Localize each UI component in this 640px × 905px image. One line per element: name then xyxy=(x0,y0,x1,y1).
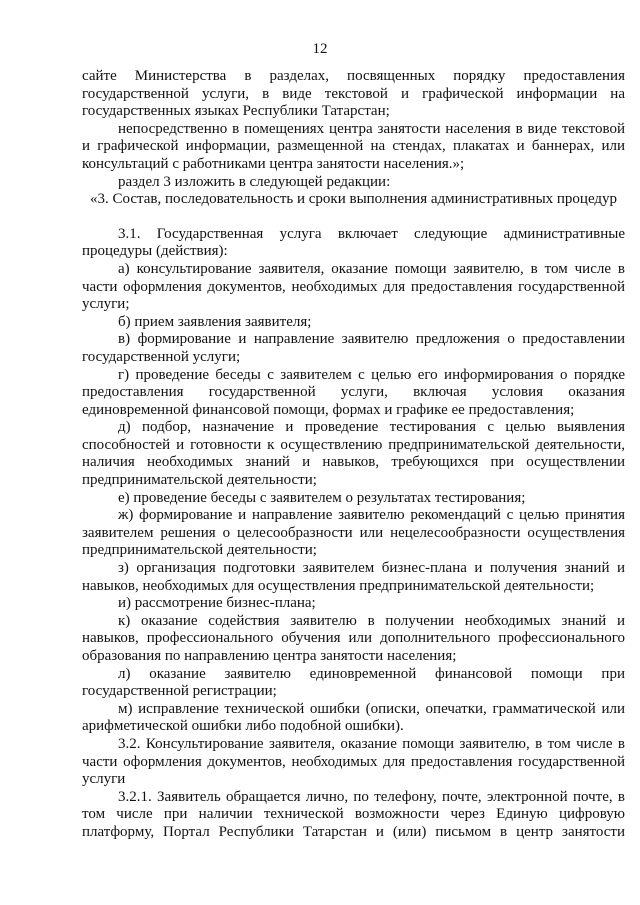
paragraph-section-3-intro: раздел 3 изложить в следующей редакции: xyxy=(118,173,391,190)
paragraph-employment-center-premises: непосредственно в помещениях центра занятости населения в виде текстовой и графической информации, размещенной на стендах, плакатах и баннерах, или консультаций с работниками центра занятости населения.»; xyxy=(82,120,625,172)
paragraph-3-2-1: 3.2.1. Заявитель обращается лично, по телефону, почте, электронной почте, в том числе при наличии технической возможности через Единую цифровую платформу, Портал Республики Татарстан и (или) письмом в центр занятости xyxy=(82,788,625,840)
list-item-v: в) формирование и направление заявителю предложения о предоставлении государственной услуги; xyxy=(82,331,625,365)
list-item-b: б) прием заявления заявителя; xyxy=(118,313,312,330)
paragraph-3-2: 3.2. Консультирование заявителя, оказание помощи заявителю, в том числе в части оформления документов, необходимых для предоставления государственной услуги xyxy=(82,735,625,788)
document-body xyxy=(82,68,625,842)
spacer xyxy=(82,209,625,226)
paragraph-ministry-website: сайте Министерства в разделах, посвященных порядку предоставления государственной услуги, в виде текстовой и графической информации на государственных языках Республики Татарстан; xyxy=(82,68,625,120)
list-item-e: е) проведение беседы с заявителем о результатах тестирования; xyxy=(118,489,526,506)
list-item-g: г) проведение беседы с заявителем с целью его информирования о порядке предоставления государственной услуги, включая условия оказания единовременной финансовой помощи, формах и графике ее предоставления; xyxy=(82,366,625,418)
list-item-i: и) рассмотрение бизнес-плана; xyxy=(118,595,316,612)
page-number: 12 xyxy=(312,41,328,57)
list-item-d: д) подбор, назначение и проведение тестирования с целью выявления способностей и готовности к осуществлению предпринимательской деятельности, наличия необходимых знаний и навыков, требующихся при осуществлении предпринимательской деятельности; xyxy=(82,419,625,489)
list-item-k: к) оказание содействия заявителю в получении необходимых знаний и навыков, профессионального обучения или дополнительного профессионального образования по направлению центра занятости населения; xyxy=(82,612,625,664)
list-item-zh: ж) формирование и направление заявителю рекомендаций с целью принятия заявителем решения о целесообразности или нецелесообразности осуществления предпринимательской деятельности; xyxy=(82,507,625,559)
list-item-a: а) консультирование заявителя, оказание помощи заявителю, в том числе в части оформления документов, необходимых для предоставления государственной услуги; xyxy=(82,260,625,313)
list-item-m: м) исправление технической ошибки (описки, опечатки, грамматической или арифметической ошибки либо подобной ошибки). xyxy=(82,700,625,735)
list-item-l: л) оказание заявителю единовременной финансовой помощи при государственной регистрации; xyxy=(82,665,625,700)
paragraph-3-1: 3.1. Государственная услуга включает следующие административные процедуры (действия): xyxy=(82,225,625,260)
list-item-z: з) организация подготовки заявителем бизнес-плана и получения знаний и навыков, необходимых для осуществления предпринимательской деятельности; xyxy=(82,560,625,594)
section-heading: «3. Состав, последовательность и сроки выполнения административных процедур xyxy=(89,191,618,208)
